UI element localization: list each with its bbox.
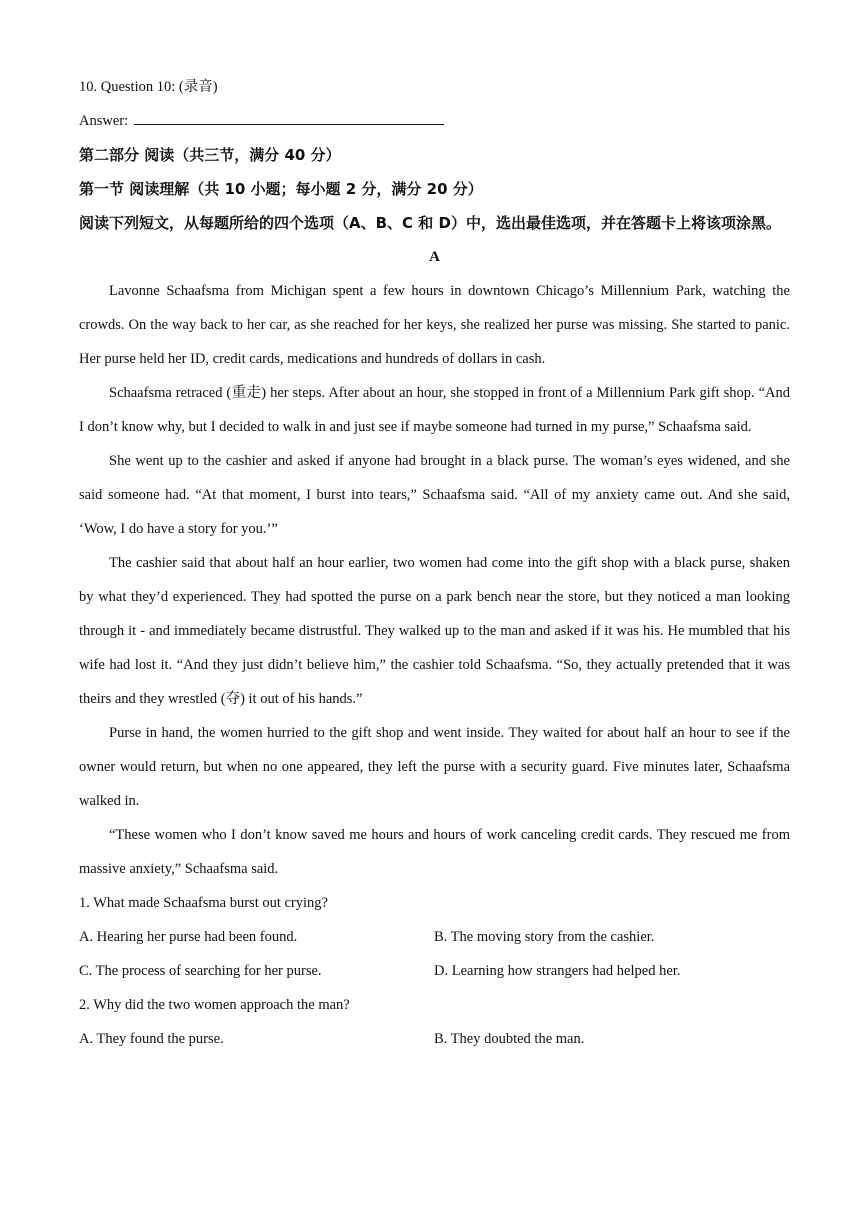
answer-blank[interactable] <box>134 110 444 125</box>
question-10-text: 10. Question 10: (录音) <box>79 79 218 95</box>
question-1-options-row-2 <box>79 954 790 988</box>
instructions: 阅读下列短文，从每题所给的四个选项（A、B、C 和 D）中，选出最佳选项，并在答题卡上将该项涂黑。 <box>79 214 781 232</box>
option-b: B. The moving story from the cashier. <box>434 929 655 945</box>
part-two-title: 第二部分 阅读（共三节，满分 40 分） <box>79 146 341 164</box>
answer-label: Answer: <box>79 113 132 129</box>
option-c: C. The process of searching for her purse. <box>79 963 322 979</box>
option-d: D. Learning how strangers had helped her. <box>434 963 681 979</box>
answer-row <box>79 104 790 138</box>
passage-paragraph: She went up to the cashier and asked if anyone had brought in a black purse. The woman’s eyes widened, and she said someone had. “At that moment, I burst into tears,” Schaafsma said. “All of my anxiety came out. And she said, ‘Wow, I do have a story for you.’” <box>79 453 790 537</box>
question-1-options-row-1 <box>79 920 790 954</box>
passage-paragraph: Purse in hand, the women hurried to the gift shop and went inside. They waited for about half an hour to see if the owner would return, but when no one appeared, they left the purse with a security guard. Five minutes later, Schaafsma walked in. <box>79 725 790 809</box>
question-10-line <box>79 70 790 104</box>
option-a: A. They found the purse. <box>79 1031 224 1047</box>
option-a: A. Hearing her purse had been found. <box>79 929 298 945</box>
section-one-title: 第一节 阅读理解（共 10 小题；每小题 2 分，满分 20 分） <box>79 180 483 198</box>
passage-label: A <box>429 249 440 265</box>
passage-paragraph: The cashier said that about half an hour earlier, two women had come into the gift shop with a black purse, shaken by what they’d experienced. They had spotted the purse on a park bench near the store, but they noticed a man looking through it - and immediately became distrustful. They walked up to the man and asked if it was his. He mumbled that his wife had lost it. “And they just didn’t believe him,” the cashier told Schaafsma. “So, they actually pretended that it was theirs and they wrestled (夺) it out of his hands.” <box>79 555 790 707</box>
question-1-stem: 1. What made Schaafsma burst out crying? <box>79 895 328 911</box>
passage-paragraph: Lavonne Schaafsma from Michigan spent a few hours in downtown Chicago’s Millennium Park, watching the crowds. On the way back to her car, as she reached for her keys, she realized her purse was missing. She started to panic. Her purse held her ID, credit cards, medications and hundreds of dollars in cash. <box>79 283 790 367</box>
option-b: B. They doubted the man. <box>434 1031 585 1047</box>
passage-paragraph: “These women who I don’t know saved me hours and hours of work canceling credit cards. They rescued me from massive anxiety,” Schaafsma said. <box>79 827 790 877</box>
document-page <box>79 70 790 1056</box>
question-2-stem: 2. Why did the two women approach the man? <box>79 997 350 1013</box>
question-2-options-row-1 <box>79 1022 790 1056</box>
passage-paragraph: Schaafsma retraced (重走) her steps. After about an hour, she stopped in front of a Millennium Park gift shop. “And I don’t know why, but I decided to walk in and just see if maybe someone had turned in my purse,” Schaafsma said. <box>79 385 790 435</box>
